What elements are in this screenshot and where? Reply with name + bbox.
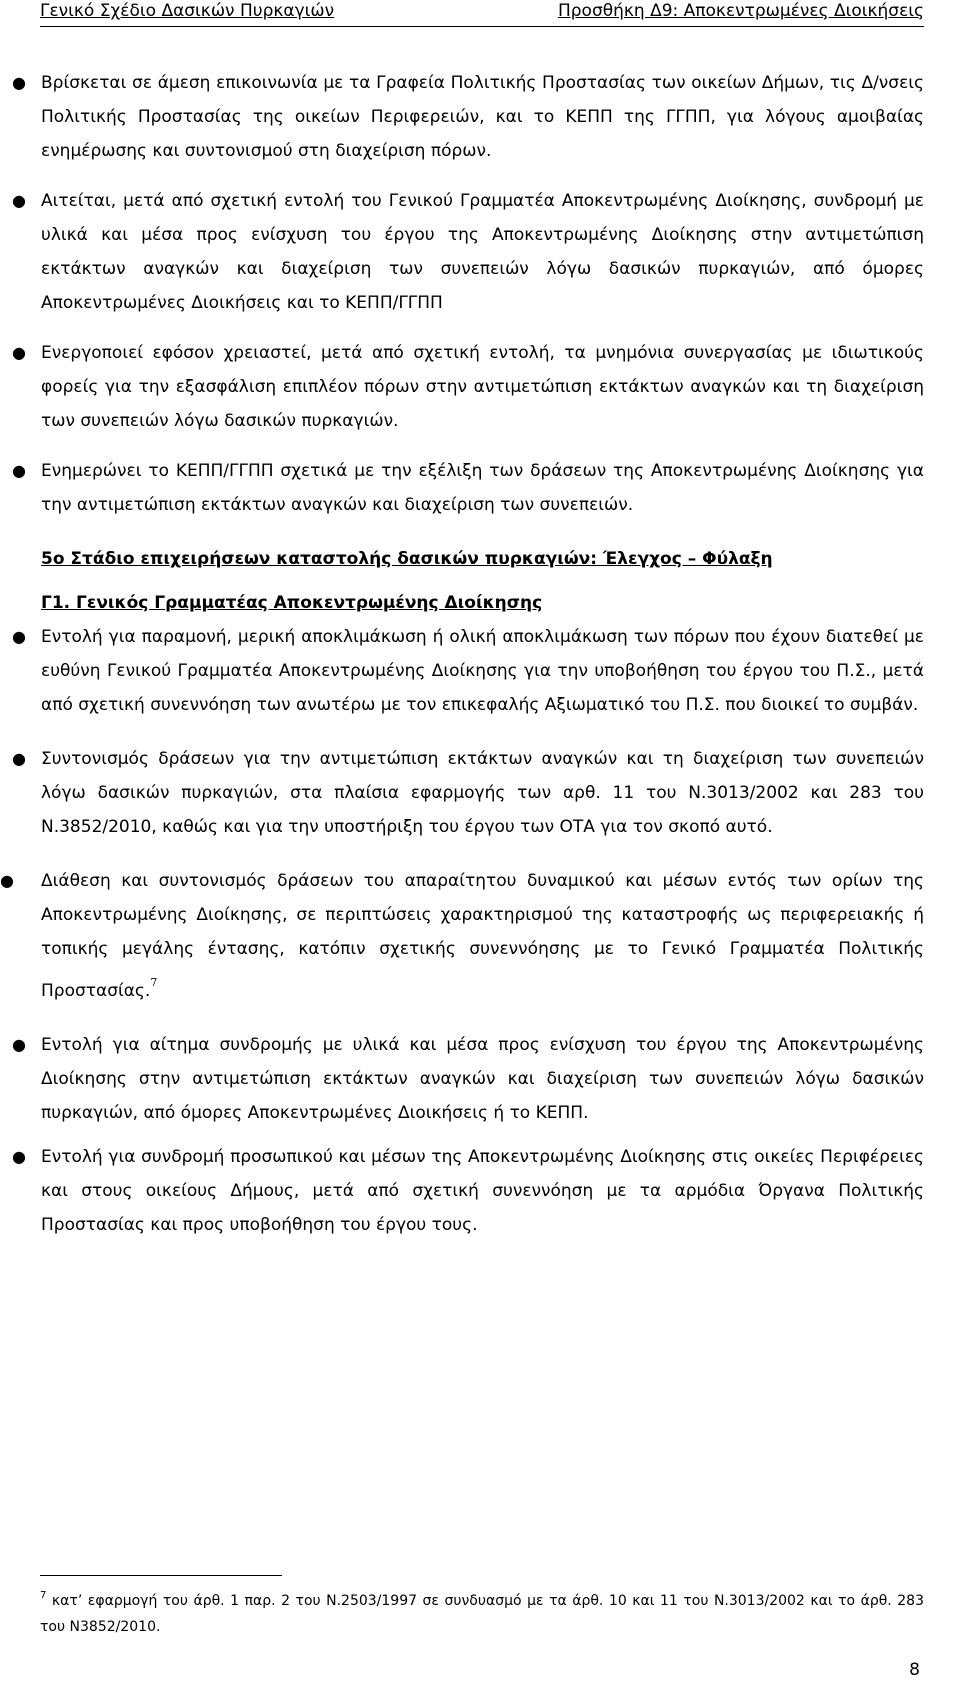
list-item-text: Βρίσκεται σε άμεση επικοινωνία με τα Γραφεία Πολιτικής Προστασίας των οικείων Δήμων, τις Δ/νσεις Πολιτικής Προστασίας της οικείων Περιφερειών, και το ΚΕΠΠ της ΓΓΠΠ, για λόγους αμοιβαίας ενημέρωσης και συντονισμού στη διαχείριση πόρων. (41, 73, 924, 161)
section-heading (0, 542, 960, 576)
list-item (0, 864, 960, 1008)
bullet-icon: ● (12, 461, 26, 480)
list-item-text: Εντολή για συνδρομή προσωπικού και μέσων της Αποκεντρωμένης Διοίκησης στις οικείες Περιφέρειες και στους οικείους Δήμους, μετά από σχετική συνεννόηση με τα αρμόδια Όργανα Πολιτικής Προστασίας και προς υποβοήθηση του έργου τους. (41, 1147, 924, 1235)
list-item-text: Διάθεση και συντονισμός δράσεων του απαραίτητου δυναμικού και μέσων εντός των ορίων της Αποκεντρωμένης Διοίκησης, σε περιπτώσεις χαρακτηρισμού της καταστροφής ως περιφερειακής ή τοπικής μεγάλης έντασης, κατόπιν σχετικής συνεννόησης με το Γενικό Γραμματέα Πολιτικής Προστασίας. (41, 871, 924, 1001)
bullet-icon: ● (12, 1147, 26, 1166)
section-heading-text: 5ο Στάδιο επιχειρήσεων καταστολής δασικών πυρκαγιών: Έλεγχος – Φύλαξη (41, 549, 773, 569)
footnote-separator (40, 1575, 282, 1576)
bullet-icon: ● (0, 871, 14, 890)
subheading (0, 586, 960, 620)
list-item (0, 184, 960, 320)
list-item-text: Συντονισμός δράσεων για την αντιμετώπιση εκτάκτων αναγκών και τη διαχείριση των συνεπειών λόγω δασικών πυρκαγιών, στα πλαίσια εφαρμογής των αρθ. 11 του Ν.3013/2002 και 283 του Ν.3852/2010, καθώς και για την υποστήριξη του έργου των ΟΤΑ για τον σκοπό αυτό. (41, 749, 924, 837)
list-item (0, 454, 960, 522)
list-item-text: Αιτείται, μετά από σχετική εντολή του Γενικού Γραμματέα Αποκεντρωμένης Διοίκησης, συνδρομή με υλικά και μέσα προς ενίσχυση του έργου της Αποκεντρωμένης Διοίκησης στην αντιμετώπιση εκτάκτων αναγκών και διαχείριση των συνεπειών λόγω δασικών πυρκαγιών, από όμορες Αποκεντρωμένες Διοικήσεις και το ΚΕΠΠ/ΓΓΠΠ (41, 191, 924, 313)
list-item (0, 66, 960, 168)
footnote-number: 7 (40, 1590, 47, 1601)
list-item-text: Ενεργοποιεί εφόσον χρειαστεί, μετά από σχετική εντολή, τα μνημόνια συνεργασίας με ιδιωτικούς φορείς για την εξασφάλιση επιπλέον πόρων στην αντιμετώπιση εκτάκτων αναγκών και τη διαχείριση των συνεπειών λόγω δασικών πυρκαγιών. (41, 343, 924, 431)
bullet-icon: ● (12, 73, 26, 92)
list-item (0, 336, 960, 438)
header-section-title: Προσθήκη Δ9: Αποκεντρωμένες Διοικήσεις (557, 1, 924, 21)
bullet-icon: ● (12, 191, 26, 210)
footnote-reference[interactable]: 7 (150, 976, 158, 989)
bullet-icon: ● (12, 627, 26, 646)
list-item (0, 1028, 960, 1130)
bullet-icon: ● (12, 1035, 26, 1054)
list-item (0, 1140, 960, 1242)
list-item-text: Εντολή για παραμονή, μερική αποκλιμάκωση ή ολική αποκλιμάκωση των πόρων που έχουν διατεθεί με ευθύνη Γενικού Γραμματέα Αποκεντρωμένης Διοίκησης για την υποβοήθηση του έργου του Π.Σ., μετά από σχετική συνεννόηση των ανωτέρω με τον επικεφαλής Αξιωματικό του Π.Σ. που διοικεί το συμβάν. (41, 627, 924, 715)
list-item-text: Ενημερώνει το ΚΕΠΠ/ΓΓΠΠ σχετικά με την εξέλιξη των δράσεων της Αποκεντρωμένης Διοίκησης για την αντιμετώπιση εκτάκτων αναγκών και διαχείριση των συνεπειών. (41, 461, 924, 515)
footnote-text: κατ’ εφαρμογή του άρθ. 1 παρ. 2 του Ν.2503/1997 σε συνδυασμό με τα άρθ. 10 και 11 του Ν.3013/2002 και το άρθ. 283 του Ν3852/2010. (40, 1593, 924, 1635)
list-item (0, 620, 960, 722)
bullet-icon: ● (12, 343, 26, 362)
running-header (40, 0, 924, 27)
footnote (40, 1583, 924, 1640)
list-item-text: Εντολή για αίτημα συνδρομής με υλικά και μέσα προς ενίσχυση του έργου της Αποκεντρωμένης Διοίκησης στην αντιμετώπιση εκτάκτων αναγκών και διαχείριση των συνεπειών λόγω δασικών πυρκαγιών, από όμορες Αποκεντρωμένες Διοικήσεις ή το ΚΕΠΠ. (41, 1035, 924, 1123)
subheading-text: Γ1. Γενικός Γραμματέας Αποκεντρωμένης Διοίκησης (41, 593, 543, 613)
list-item (0, 742, 960, 844)
page-number: 8 (909, 1660, 920, 1680)
header-document-title: Γενικό Σχέδιο Δασικών Πυρκαγιών (40, 1, 335, 21)
bullet-icon: ● (12, 749, 26, 768)
page-body (0, 66, 960, 1242)
